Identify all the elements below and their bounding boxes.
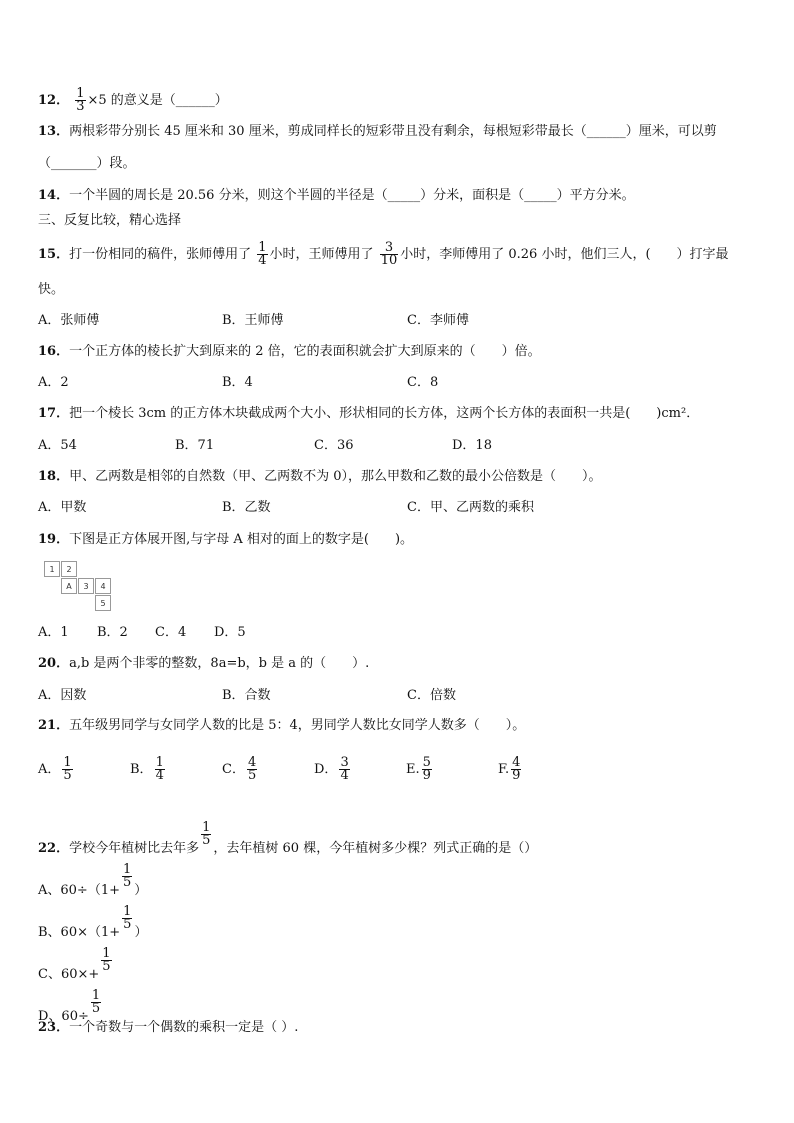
fraction: $\frac{1}{5}$: [202, 820, 211, 848]
option-f[interactable]: F. $\frac{4}{9}$: [498, 755, 521, 783]
question-number: 22．: [38, 841, 70, 856]
option-a[interactable]: A、60÷（1+ $\frac{1}{5}$ ）: [38, 862, 148, 898]
option-b[interactable]: B、60×（1+ $\frac{1}{5}$ ）: [38, 904, 148, 940]
option-c[interactable]: C．李师傅: [407, 313, 469, 328]
option-b[interactable]: B．4: [222, 375, 253, 390]
net-face: 3: [78, 578, 94, 594]
question-12: [38, 88, 228, 113]
option-c[interactable]: C、60×+ $\frac{1}{5}$: [38, 946, 111, 982]
option-b[interactable]: B．2: [97, 625, 128, 640]
option-a[interactable]: A．张师傅: [38, 313, 100, 328]
question-13: [38, 124, 717, 140]
option-d[interactable]: D、60÷ $\frac{1}{5}$: [38, 988, 101, 1024]
question-14: [38, 188, 635, 204]
option-b[interactable]: B．71: [175, 438, 215, 453]
question-number: 14．: [38, 188, 70, 203]
option-c[interactable]: C．倍数: [407, 688, 456, 703]
question-number: 12．: [38, 93, 70, 108]
option-c[interactable]: C．4: [155, 625, 187, 640]
question-number: 15．: [38, 247, 70, 262]
question-number: 20．: [38, 656, 70, 671]
option-d[interactable]: D．5: [214, 625, 246, 640]
option-d[interactable]: D． $\frac{3}{4}$: [314, 755, 349, 783]
question-text: ×5 的意义是（______）: [87, 93, 228, 108]
option-c[interactable]: C． $\frac{4}{5}$: [222, 755, 257, 783]
question-number: 16．: [38, 344, 70, 359]
option-d[interactable]: D．18: [452, 438, 492, 453]
net-face: 5: [95, 595, 111, 611]
option-b[interactable]: B．合数: [222, 688, 271, 703]
net-face: 1: [44, 561, 60, 577]
question-number: 18．: [38, 469, 70, 484]
question-number: 19．: [38, 532, 70, 547]
question-22: 22．学校今年植树比去年多 $\frac{1}{5}$ ，去年植树 60 棵，今年植树多少棵？列式正确的是（）: [38, 820, 538, 856]
option-c[interactable]: C．8: [407, 375, 439, 390]
question-18: 18．甲、乙两数是相邻的自然数（甲、乙两数不为 0），那么甲数和乙数的最小公倍数是（ ）。: [38, 469, 602, 484]
option-c[interactable]: C．甲、乙两数的乘积: [407, 500, 534, 515]
question-23: 23．一个奇数与一个偶数的乘积一定是（ ）.: [38, 1020, 299, 1035]
option-c[interactable]: C．36: [314, 438, 354, 453]
option-a[interactable]: A．2: [38, 375, 69, 390]
section-heading: 三、反复比较，精心选择: [38, 213, 182, 228]
question-20: 20．a,b 是两个非零的整数，8a=b，b 是 a 的（ ）.: [38, 656, 370, 671]
question-text: 一个半圆的周长是 20.56 分米，则这个半圆的半径是（_____）分米，面积是（_____）平方分米。: [69, 188, 635, 203]
option-b[interactable]: B．乙数: [222, 500, 271, 515]
net-face: A: [61, 578, 77, 594]
question-number: 23．: [38, 1020, 70, 1035]
option-b[interactable]: B． $\frac{1}{4}$: [130, 755, 164, 783]
question-15-continued: 快。: [38, 282, 65, 297]
question-number: 17．: [38, 406, 70, 421]
option-a[interactable]: A．54: [38, 438, 77, 453]
net-face: 2: [61, 561, 77, 577]
question-15: 15．打一份相同的稿件，张师傅用了 $\frac{1}{4}$ 小时，王师傅用了 $\frac{3}{10}$ 小时，李师傅用了 0.26 小时，他们三人，( ）打字最: [38, 240, 729, 268]
fraction: $\frac{1}{3}$: [76, 86, 85, 114]
option-a[interactable]: A．因数: [38, 688, 87, 703]
fraction: $\frac{1}{4}$: [258, 240, 267, 268]
question-19: 19．下图是正方体展开图,与字母 A 相对的面上的数字是( )。: [38, 532, 414, 547]
question-21: 21．五年级男同学与女同学人数的比是 5：4，男同学人数比女同学人数多（ ）。: [38, 718, 526, 733]
option-a[interactable]: A． $\frac{1}{5}$: [38, 755, 72, 783]
option-a[interactable]: A．甲数: [38, 500, 87, 515]
option-a[interactable]: A．1: [38, 625, 69, 640]
question-text: 两根彩带分别长 45 厘米和 30 厘米，剪成同样长的短彩带且没有剩余，每根短彩带最长（______）厘米，可以剪: [69, 124, 717, 139]
fraction: $\frac{3}{10}$: [380, 240, 398, 268]
question-16: 16．一个正方体的棱长扩大到原来的 2 倍，它的表面积就会扩大到原来的（ ）倍。: [38, 344, 541, 359]
question-number: 13．: [38, 124, 70, 139]
question-13-continued: （_______）段。: [38, 156, 136, 171]
net-face: 4: [95, 578, 111, 594]
question-17: 17．把一个棱长 3cm 的正方体木块截成两个大小、形状相同的长方体，这两个长方体的表面积一共是( )cm²．: [38, 406, 700, 421]
question-number: 21．: [38, 718, 70, 733]
option-b[interactable]: B．王师傅: [222, 313, 284, 328]
option-e[interactable]: E. $\frac{5}{9}$: [406, 755, 431, 783]
